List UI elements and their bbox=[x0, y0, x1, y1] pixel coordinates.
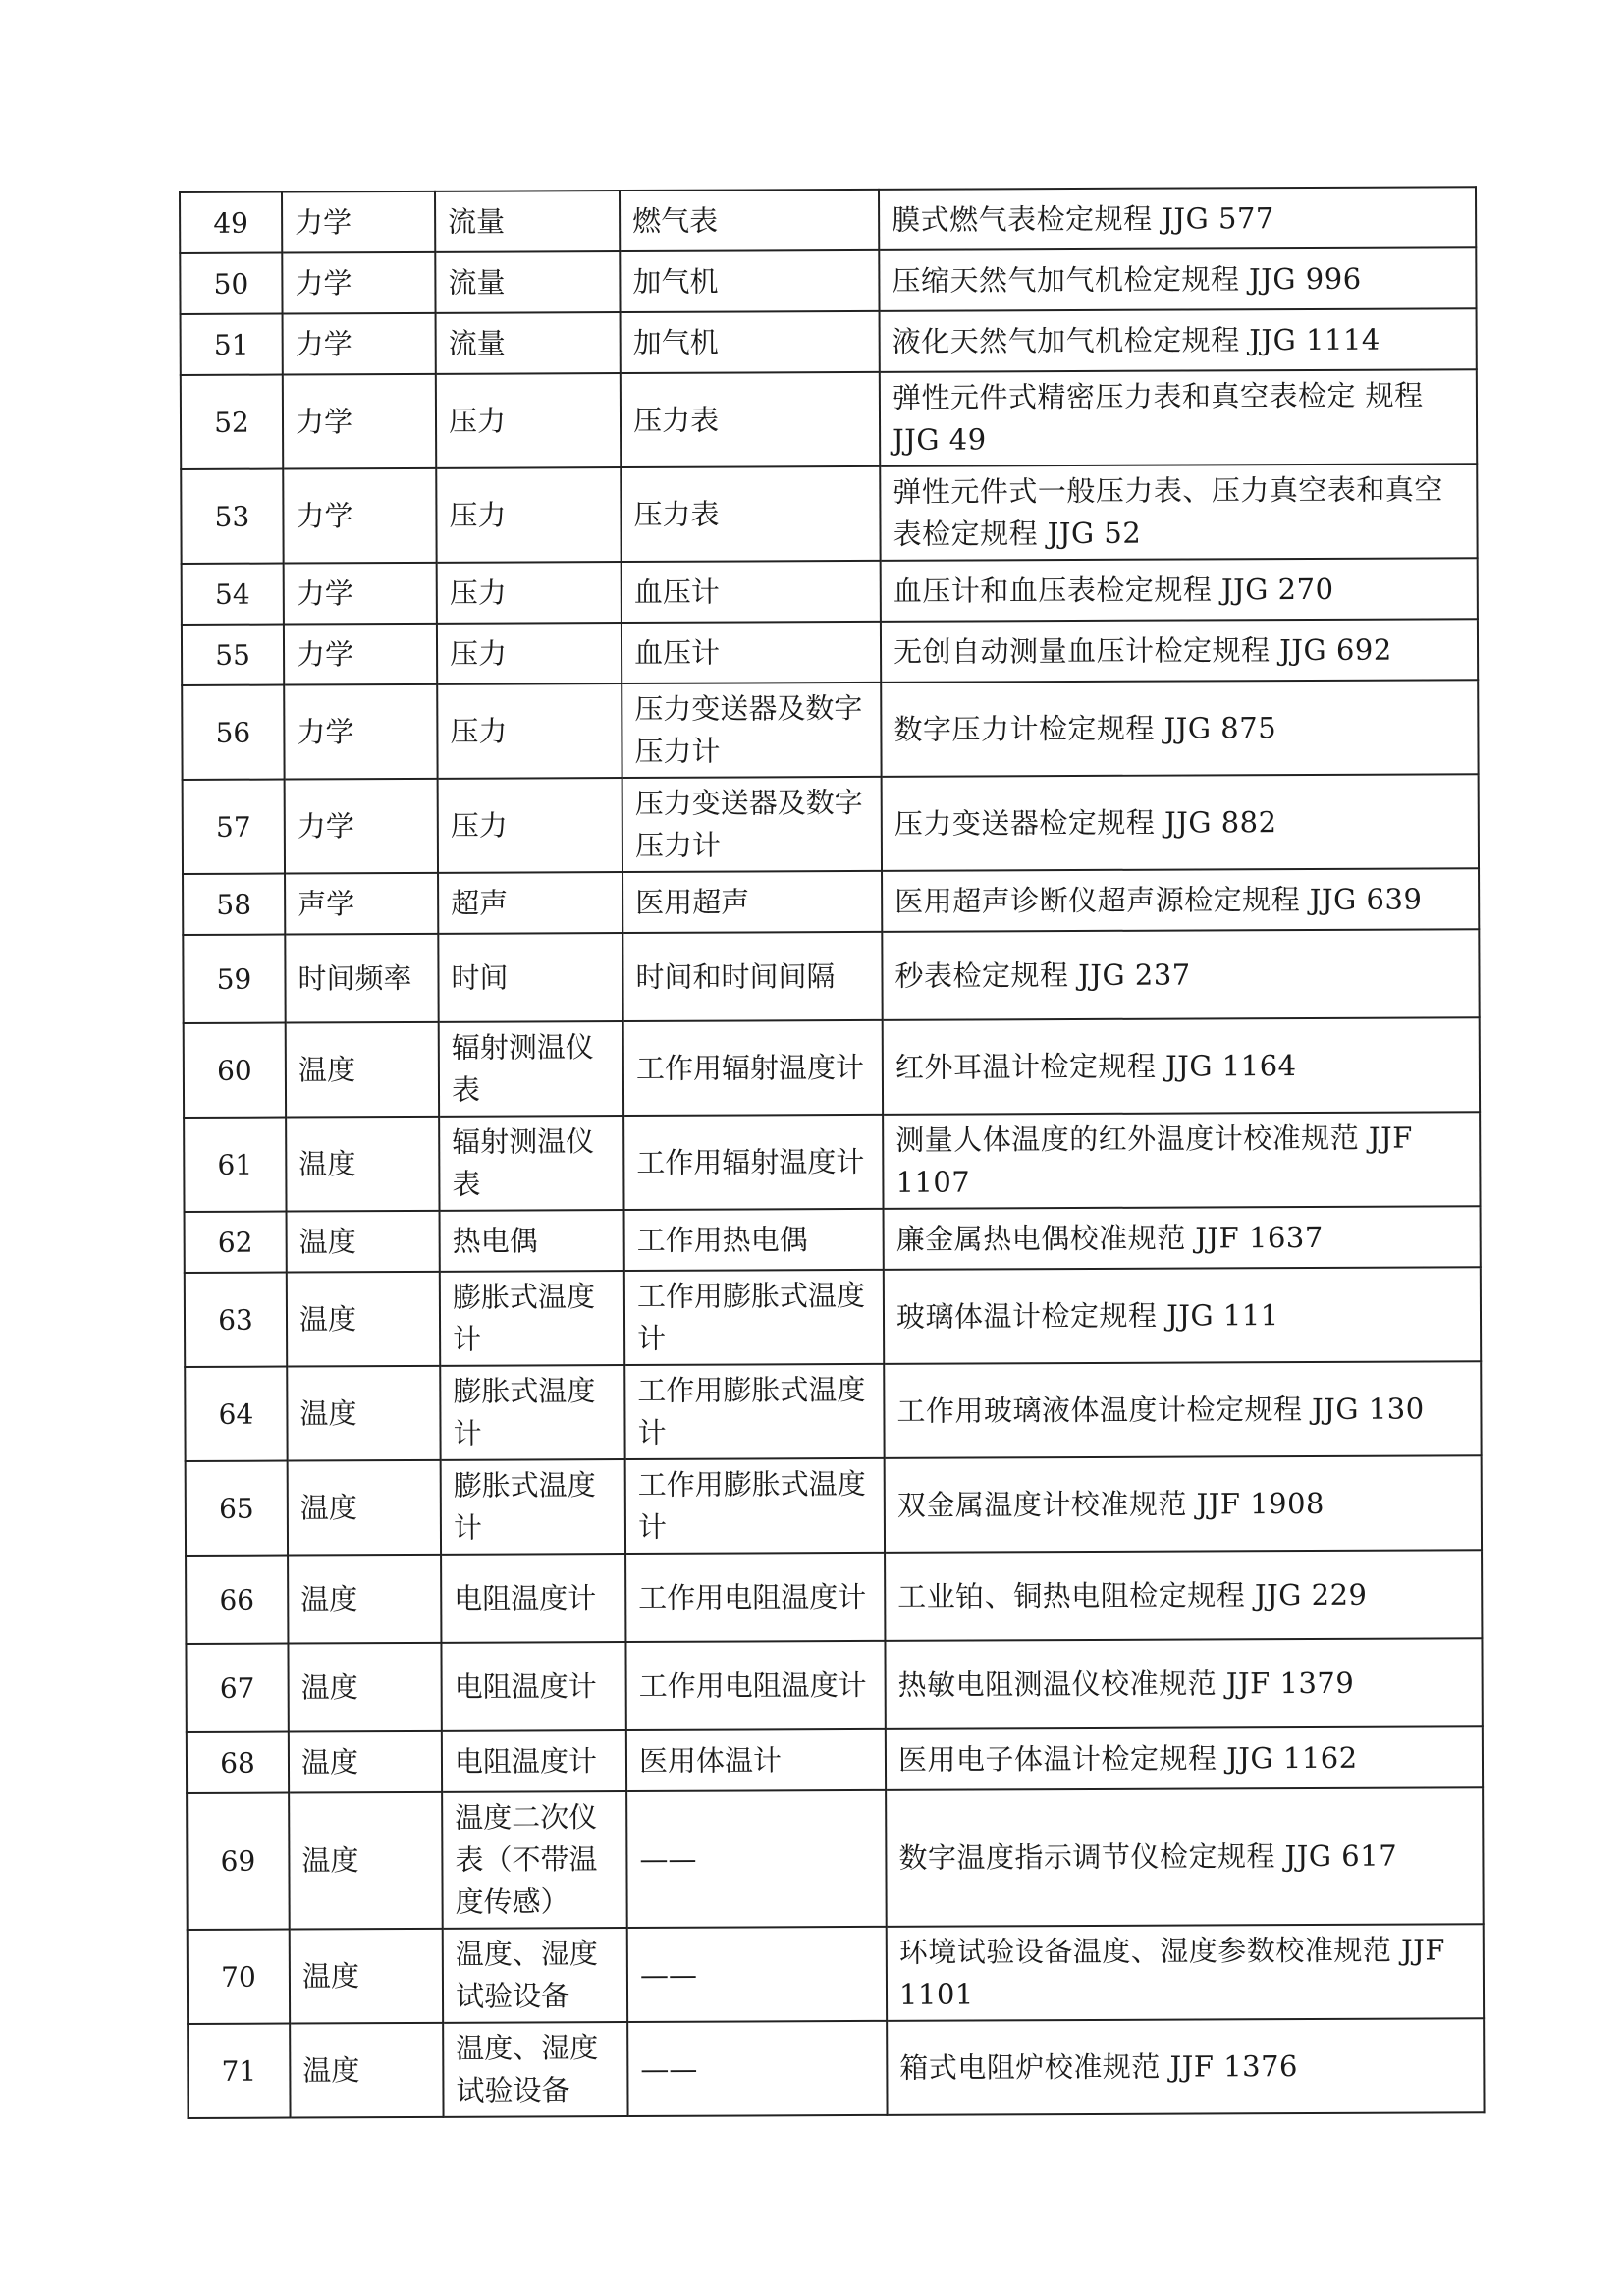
field-cell: 力学 bbox=[285, 779, 438, 874]
row-number: 58 bbox=[183, 874, 285, 935]
table-body bbox=[180, 187, 1485, 2118]
row-number: 55 bbox=[182, 625, 284, 685]
category-cell: 辐射测温仪表 bbox=[439, 1116, 623, 1211]
field-cell: 温度 bbox=[290, 2023, 443, 2118]
item-cell: 加气机 bbox=[621, 311, 880, 373]
table-row bbox=[186, 1638, 1482, 1732]
table-row bbox=[180, 187, 1476, 253]
field-cell: 时间频率 bbox=[285, 934, 438, 1023]
table-row bbox=[183, 774, 1479, 874]
field-cell: 力学 bbox=[284, 624, 437, 685]
row-number: 50 bbox=[180, 253, 282, 314]
row-number: 64 bbox=[185, 1367, 287, 1461]
standard-cell: 液化天然气加气机检定规程 JJG 1114 bbox=[880, 308, 1477, 372]
standard-cell: 秒表检定规程 JJG 237 bbox=[882, 929, 1479, 1020]
row-number: 63 bbox=[185, 1273, 287, 1367]
item-cell: 工作用辐射温度计 bbox=[623, 1115, 883, 1210]
standard-cell: 廉金属热电偶校准规范 JJF 1637 bbox=[884, 1206, 1481, 1270]
item-cell: 医用超声 bbox=[622, 871, 882, 933]
standard-cell: 数字温度指示调节仪检定规程 JJG 617 bbox=[886, 1787, 1484, 1927]
field-cell: 力学 bbox=[283, 313, 436, 375]
item-cell: 压力变送器及数字压力计 bbox=[622, 777, 882, 872]
item-cell: 压力表 bbox=[621, 372, 880, 467]
category-cell: 压力 bbox=[436, 467, 621, 563]
category-cell: 压力 bbox=[437, 623, 622, 684]
standard-cell: 弹性元件式精密压力表和真空表检定 规程 JJG 49 bbox=[880, 369, 1477, 466]
row-number: 51 bbox=[181, 314, 283, 375]
row-number: 65 bbox=[186, 1461, 288, 1556]
category-cell: 温度、湿度试验设备 bbox=[443, 2022, 627, 2117]
item-cell: 工作用电阻温度计 bbox=[625, 1553, 885, 1642]
field-cell: 温度 bbox=[290, 1929, 443, 2024]
standard-cell: 医用超声诊断仪超声源检定规程 JJG 639 bbox=[882, 868, 1479, 932]
table-row bbox=[188, 1924, 1484, 2024]
table-row bbox=[180, 247, 1476, 314]
table-row bbox=[185, 1267, 1481, 1367]
item-cell: 血压计 bbox=[622, 561, 881, 623]
field-cell: 温度 bbox=[288, 1555, 441, 1644]
row-number: 59 bbox=[183, 935, 285, 1023]
row-number: 54 bbox=[182, 564, 284, 625]
table-row bbox=[187, 1787, 1484, 1930]
item-cell: 血压计 bbox=[622, 622, 881, 683]
item-cell: 工作用膨胀式温度计 bbox=[625, 1458, 885, 1554]
field-cell: 温度 bbox=[288, 1460, 441, 1556]
category-cell: 温度二次仪表（不带温度传感） bbox=[442, 1791, 627, 1929]
standard-cell: 箱式电阻炉校准规范 JJF 1376 bbox=[887, 2018, 1484, 2115]
field-cell: 力学 bbox=[284, 684, 437, 780]
row-number: 61 bbox=[184, 1118, 286, 1212]
table-row bbox=[185, 1361, 1481, 1461]
item-cell: 工作用电阻温度计 bbox=[625, 1641, 885, 1730]
category-cell: 热电偶 bbox=[440, 1210, 624, 1272]
item-cell: 医用体温计 bbox=[626, 1729, 886, 1791]
category-cell: 电阻温度计 bbox=[441, 1642, 625, 1731]
category-cell: 时间 bbox=[438, 933, 622, 1022]
category-cell: 温度、湿度试验设备 bbox=[443, 1928, 627, 2023]
item-cell: 工作用热电偶 bbox=[624, 1209, 884, 1271]
row-number: 68 bbox=[187, 1732, 289, 1793]
category-cell: 膨胀式温度计 bbox=[441, 1459, 625, 1555]
table-row bbox=[182, 558, 1478, 625]
standard-cell: 无创自动测量血压计检定规程 JJG 692 bbox=[881, 619, 1478, 683]
standard-cell: 数字压力计检定规程 JJG 875 bbox=[881, 680, 1478, 777]
table-row bbox=[181, 464, 1477, 564]
standard-cell: 医用电子体温计检定规程 JJG 1162 bbox=[886, 1726, 1483, 1790]
field-cell: 力学 bbox=[282, 252, 435, 314]
category-cell: 膨胀式温度计 bbox=[440, 1365, 624, 1460]
row-number: 70 bbox=[188, 1930, 290, 2024]
item-cell: 时间和时间间隔 bbox=[622, 932, 882, 1021]
category-cell: 压力 bbox=[436, 373, 621, 468]
field-cell: 温度 bbox=[286, 1117, 439, 1212]
table-row bbox=[184, 1112, 1480, 1212]
item-cell: —— bbox=[627, 2021, 887, 2116]
standard-cell: 工业铂、铜热电阻检定规程 JJG 229 bbox=[885, 1550, 1482, 1641]
category-cell: 流量 bbox=[436, 312, 621, 374]
table-row bbox=[184, 1017, 1480, 1118]
field-cell: 力学 bbox=[283, 468, 436, 564]
standard-cell: 双金属温度计校准规范 JJF 1908 bbox=[885, 1455, 1482, 1553]
standard-cell: 压力变送器检定规程 JJG 882 bbox=[882, 774, 1479, 871]
standard-cell: 红外耳温计检定规程 JJG 1164 bbox=[883, 1017, 1480, 1115]
item-cell: 工作用辐射温度计 bbox=[623, 1020, 883, 1116]
category-cell: 压力 bbox=[437, 683, 622, 779]
row-number: 57 bbox=[183, 780, 285, 874]
table-row bbox=[186, 1455, 1482, 1556]
field-cell: 温度 bbox=[287, 1211, 440, 1273]
category-cell: 压力 bbox=[437, 562, 622, 624]
table-row bbox=[182, 680, 1478, 780]
row-number: 62 bbox=[185, 1212, 287, 1273]
table-row bbox=[181, 369, 1477, 469]
item-cell: —— bbox=[626, 1790, 887, 1928]
standard-cell: 压缩天然气加气机检定规程 JJG 996 bbox=[879, 247, 1476, 311]
standard-cell: 热敏电阻测温仪校准规范 JJF 1379 bbox=[885, 1638, 1482, 1729]
item-cell: 压力变送器及数字压力计 bbox=[622, 683, 881, 778]
table-row bbox=[182, 619, 1478, 685]
row-number: 53 bbox=[181, 469, 283, 564]
table-row bbox=[181, 308, 1477, 375]
table-row bbox=[183, 868, 1479, 935]
standard-cell: 环境试验设备温度、湿度参数校准规范 JJF 1101 bbox=[887, 1924, 1484, 2021]
field-cell: 力学 bbox=[282, 191, 435, 253]
category-cell: 电阻温度计 bbox=[442, 1730, 626, 1792]
category-cell: 电阻温度计 bbox=[441, 1554, 625, 1643]
row-number: 67 bbox=[186, 1644, 288, 1732]
category-cell: 流量 bbox=[435, 251, 620, 313]
item-cell: 工作用膨胀式温度计 bbox=[624, 1270, 884, 1365]
category-cell: 压力 bbox=[438, 778, 622, 873]
standard-cell: 血压计和血压表检定规程 JJG 270 bbox=[881, 558, 1478, 622]
field-cell: 声学 bbox=[285, 873, 438, 935]
field-cell: 温度 bbox=[287, 1366, 440, 1461]
row-number: 56 bbox=[182, 685, 284, 780]
table-row bbox=[186, 1550, 1482, 1644]
field-cell: 力学 bbox=[283, 374, 436, 469]
row-number: 60 bbox=[184, 1023, 286, 1118]
standard-cell: 膜式燃气表检定规程 JJG 577 bbox=[879, 187, 1476, 250]
category-cell: 超声 bbox=[438, 872, 622, 934]
row-number: 52 bbox=[181, 375, 283, 469]
field-cell: 力学 bbox=[284, 563, 437, 625]
table-row bbox=[183, 929, 1479, 1023]
field-cell: 温度 bbox=[289, 1792, 443, 1930]
field-cell: 温度 bbox=[289, 1731, 442, 1793]
standards-table bbox=[179, 186, 1486, 2119]
standard-cell: 弹性元件式一般压力表、压力真空表和真空表检定规程 JJG 52 bbox=[880, 464, 1477, 561]
item-cell: 压力表 bbox=[621, 466, 880, 562]
row-number: 49 bbox=[180, 192, 282, 253]
field-cell: 温度 bbox=[288, 1643, 441, 1732]
standard-cell: 测量人体温度的红外温度计校准规范 JJF 1107 bbox=[883, 1112, 1480, 1209]
category-cell: 辐射测温仪表 bbox=[439, 1021, 623, 1117]
standard-cell: 工作用玻璃液体温度计检定规程 JJG 130 bbox=[884, 1361, 1481, 1458]
row-number: 69 bbox=[187, 1793, 290, 1930]
category-cell: 流量 bbox=[435, 191, 620, 252]
item-cell: 工作用膨胀式温度计 bbox=[624, 1364, 884, 1459]
row-number: 71 bbox=[188, 2024, 290, 2118]
table-row bbox=[185, 1206, 1481, 1273]
row-number: 66 bbox=[186, 1556, 288, 1644]
category-cell: 膨胀式温度计 bbox=[440, 1271, 624, 1366]
item-cell: —— bbox=[627, 1927, 887, 2022]
item-cell: 燃气表 bbox=[620, 190, 879, 251]
table-row bbox=[187, 1726, 1483, 1793]
standard-cell: 玻璃体温计检定规程 JJG 111 bbox=[884, 1267, 1481, 1364]
field-cell: 温度 bbox=[287, 1272, 440, 1367]
field-cell: 温度 bbox=[286, 1022, 439, 1118]
table-row bbox=[188, 2018, 1484, 2118]
item-cell: 加气机 bbox=[620, 250, 879, 312]
